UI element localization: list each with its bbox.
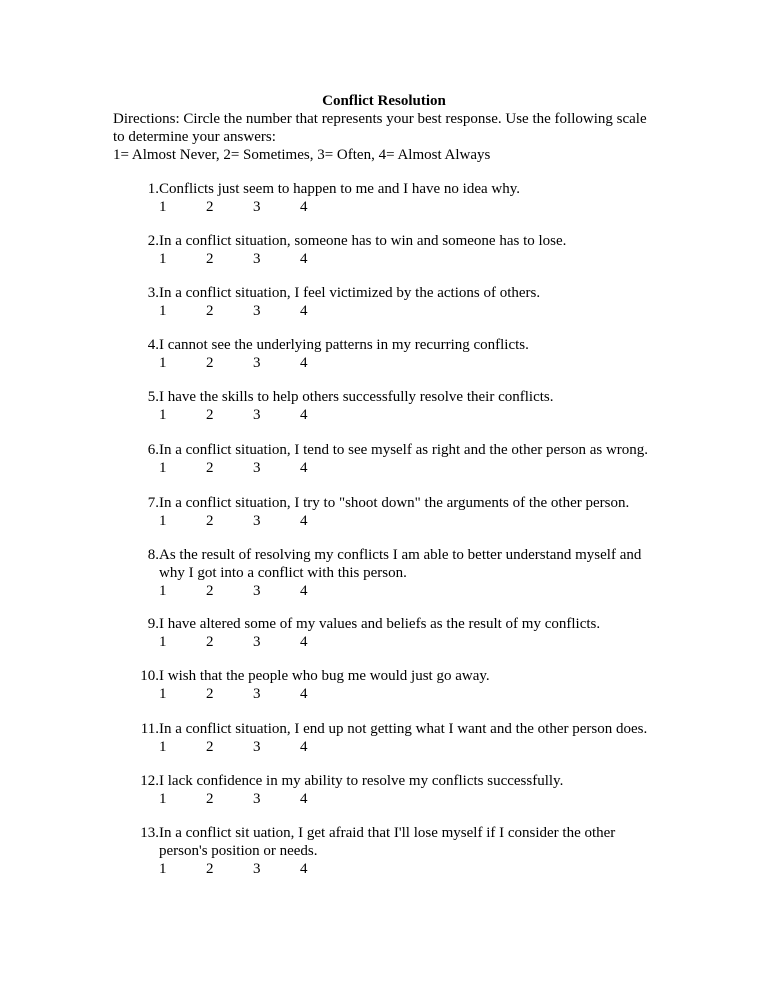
rating-option-3[interactable]: 3 <box>253 407 261 423</box>
rating-option-1[interactable]: 1 <box>159 739 167 755</box>
question-text-line-1: As the result of resolving my conflicts I am able to better understand myself and <box>159 547 642 563</box>
rating-option-2[interactable]: 2 <box>206 513 214 529</box>
rating-option-1[interactable]: 1 <box>159 199 167 215</box>
rating-option-4[interactable]: 4 <box>300 407 308 423</box>
question-text-line-2: person's position or needs. <box>159 843 318 859</box>
question-number: 7. <box>147 495 159 511</box>
question-number: 11. <box>140 721 159 737</box>
rating-option-1[interactable]: 1 <box>159 513 167 529</box>
directions <box>113 110 673 164</box>
rating-option-2[interactable]: 2 <box>206 861 214 877</box>
rating-option-3[interactable]: 3 <box>253 460 261 476</box>
question-text <box>159 824 689 860</box>
rating-option-4[interactable]: 4 <box>300 355 308 371</box>
rating-option-2[interactable]: 2 <box>206 303 214 319</box>
rating-scale <box>159 406 379 424</box>
rating-option-2[interactable]: 2 <box>206 634 214 650</box>
rating-option-3[interactable]: 3 <box>253 199 261 215</box>
question-text: In a conflict situation, I feel victimized by the actions of others. <box>159 285 541 301</box>
rating-scale <box>159 790 379 808</box>
rating-scale <box>159 582 379 600</box>
question-number: 3. <box>147 285 159 301</box>
rating-option-4[interactable]: 4 <box>300 199 308 215</box>
question-number: 6. <box>147 442 159 458</box>
question-text: I cannot see the underlying patterns in my recurring conflicts. <box>159 337 529 353</box>
question-number: 4. <box>147 337 159 353</box>
rating-option-4[interactable]: 4 <box>300 460 308 476</box>
question-number: 13. <box>140 825 159 841</box>
rating-scale <box>159 459 379 477</box>
rating-option-3[interactable]: 3 <box>253 513 261 529</box>
question-text-line-2: why I got into a conflict with this person. <box>159 565 407 581</box>
question-text: I have the skills to help others successfully resolve their conflicts. <box>159 389 554 405</box>
rating-option-4[interactable]: 4 <box>300 861 308 877</box>
question-text: I have altered some of my values and beliefs as the result of my conflicts. <box>159 616 601 632</box>
question-text: I wish that the people who bug me would just go away. <box>159 668 490 684</box>
rating-option-1[interactable]: 1 <box>159 355 167 371</box>
rating-option-3[interactable]: 3 <box>253 251 261 267</box>
rating-option-1[interactable]: 1 <box>159 583 167 599</box>
directions-line-1: Directions: Circle the number that represents your best response. Use the following scale <box>113 111 647 127</box>
rating-scale <box>159 860 379 878</box>
rating-option-3[interactable]: 3 <box>253 634 261 650</box>
rating-scale <box>159 302 379 320</box>
rating-option-3[interactable]: 3 <box>253 739 261 755</box>
rating-scale <box>159 685 379 703</box>
rating-option-4[interactable]: 4 <box>300 686 308 702</box>
rating-option-2[interactable]: 2 <box>206 460 214 476</box>
rating-option-4[interactable]: 4 <box>300 634 308 650</box>
question-number: 12. <box>140 773 159 789</box>
question-number: 9. <box>147 616 159 632</box>
rating-scale <box>159 633 379 651</box>
rating-option-1[interactable]: 1 <box>159 460 167 476</box>
rating-scale <box>159 512 379 530</box>
rating-option-3[interactable]: 3 <box>253 686 261 702</box>
rating-scale <box>159 354 379 372</box>
question-text: Conflicts just seem to happen to me and I have no idea why. <box>159 181 521 197</box>
rating-option-2[interactable]: 2 <box>206 583 214 599</box>
rating-option-2[interactable]: 2 <box>206 251 214 267</box>
rating-option-1[interactable]: 1 <box>159 634 167 650</box>
rating-option-3[interactable]: 3 <box>253 791 261 807</box>
question-text: In a conflict situation, I try to "shoot down" the arguments of the other person. <box>159 495 630 511</box>
rating-option-1[interactable]: 1 <box>159 861 167 877</box>
rating-scale <box>159 250 379 268</box>
directions-line-2: to determine your answers: <box>113 129 276 145</box>
question-text: I lack confidence in my ability to resolve my conflicts successfully. <box>159 773 564 789</box>
rating-option-4[interactable]: 4 <box>300 791 308 807</box>
question-text: In a conflict situation, I end up not getting what I want and the other person does. <box>159 721 648 737</box>
rating-scale <box>159 738 379 756</box>
question-text-line-1: In a conflict sit uation, I get afraid that I'll lose myself if I consider the other <box>159 825 616 841</box>
rating-option-1[interactable]: 1 <box>159 251 167 267</box>
rating-option-3[interactable]: 3 <box>253 583 261 599</box>
rating-option-4[interactable]: 4 <box>300 303 308 319</box>
question-number: 5. <box>147 389 159 405</box>
rating-option-3[interactable]: 3 <box>253 861 261 877</box>
page-title: Conflict Resolution <box>322 93 446 109</box>
rating-option-1[interactable]: 1 <box>159 303 167 319</box>
rating-option-2[interactable]: 2 <box>206 739 214 755</box>
rating-option-1[interactable]: 1 <box>159 791 167 807</box>
rating-scale <box>159 198 379 216</box>
rating-option-3[interactable]: 3 <box>253 355 261 371</box>
scale-legend: 1= Almost Never, 2= Sometimes, 3= Often, 4= Almost Always <box>113 147 491 163</box>
question-text: In a conflict situation, someone has to win and someone has to lose. <box>159 233 567 249</box>
rating-option-2[interactable]: 2 <box>206 355 214 371</box>
rating-option-1[interactable]: 1 <box>159 686 167 702</box>
rating-option-4[interactable]: 4 <box>300 251 308 267</box>
rating-option-1[interactable]: 1 <box>159 407 167 423</box>
question-text: In a conflict situation, I tend to see myself as right and the other person as wrong. <box>159 442 649 458</box>
rating-option-2[interactable]: 2 <box>206 199 214 215</box>
rating-option-4[interactable]: 4 <box>300 583 308 599</box>
question-number: 1. <box>147 181 159 197</box>
question-number: 8. <box>147 547 159 563</box>
rating-option-4[interactable]: 4 <box>300 513 308 529</box>
rating-option-2[interactable]: 2 <box>206 686 214 702</box>
rating-option-4[interactable]: 4 <box>300 739 308 755</box>
rating-option-2[interactable]: 2 <box>206 791 214 807</box>
rating-option-3[interactable]: 3 <box>253 303 261 319</box>
rating-option-2[interactable]: 2 <box>206 407 214 423</box>
question-number: 10. <box>140 668 159 684</box>
question-number: 2. <box>147 233 159 249</box>
question-text <box>159 546 689 582</box>
